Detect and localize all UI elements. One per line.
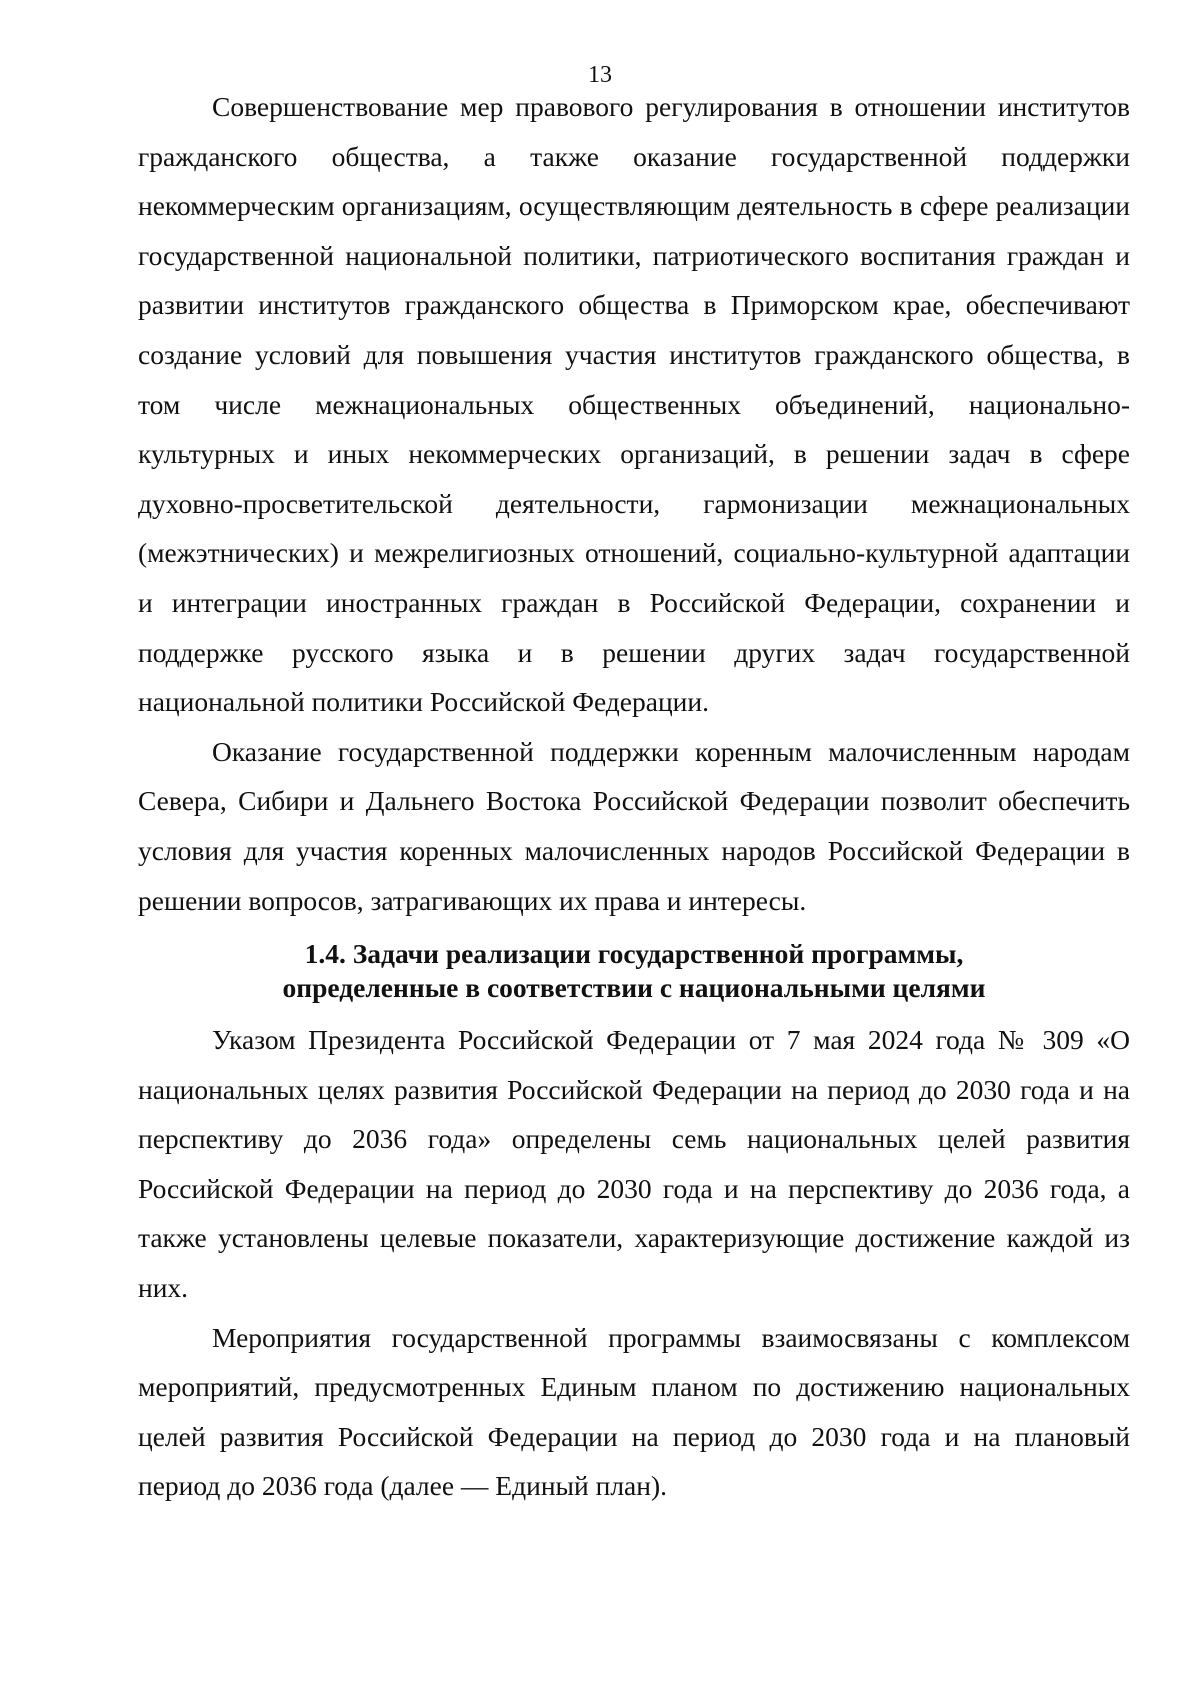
paragraph-unified-plan: Мероприятия государственной программы взаимосвязаны с комплексом мероприятий, предусмотренных Единым планом по достижению национальных целей развития Российской Федерации на период до 2030 года и на плановый период до 2036 года (далее — Единый план). [138,1321,1130,1502]
section-heading-line-1: 1.4. Задачи реализации государственной программы, [304,938,964,970]
document-body [138,82,1130,1511]
page-number: 13 [588,62,612,88]
section-heading-line-2: определенные в соответствии с национальными целями [282,972,986,1004]
paragraph-civil-society-support: Совершенствование мер правового регулирования в отношении институтов гражданского общества, а также оказание государственной поддержки некоммерческим организациям, осуществляющим деятельность в сфере реализации государственной национальной политики, патриотического воспитания граждан и развитии институтов гражданского общества в Приморском крае, обеспечивают создание условий для повышения участия институтов гражданского общества, в том числе межнациональных общественных объединений, национально-культурных и иных некоммерческих организаций, в решении задач в сфере духовно-просветительской деятельности, гармонизации межнациональных (межэтнических) и межрелигиозных отношений, социально-культурной адаптации и интеграции иностранных граждан в Российской Федерации, сохранении и поддержке русского языка и в решении других задач государственной национальной политики Российской Федерации. [138,91,1130,718]
section-heading [138,937,1130,1005]
paragraph-indigenous-peoples-support: Оказание государственной поддержки коренным малочисленным народам Севера, Сибири и Дальнего Востока Российской Федерации позволит обеспечить условия для участия коренных малочисленных народов Российской Федерации в решении вопросов, затрагивающих их права и интересы. [138,735,1130,916]
paragraph-presidential-decree: Указом Президента Российской Федерации от 7 мая 2024 года № 309 «О национальных целях развития Российской Федерации на период до 2030 года и на перспективу до 2036 года» определены семь национальных целей развития Российской Федерации на период до 2030 года и на перспективу до 2036 года, а также установлены целевые показатели, характеризующие достижение каждой из них. [138,1024,1130,1304]
